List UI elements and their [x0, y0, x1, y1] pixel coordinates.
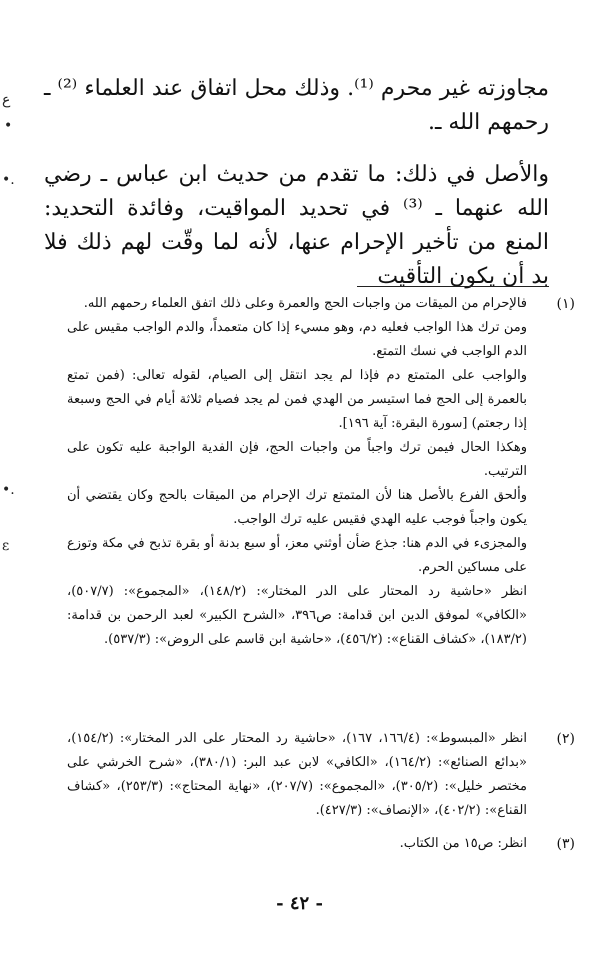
body-paragraph-1: مجاوزته غير محرم ⁽¹⁾. وذلك محل اتفاق عند العلماء ⁽²⁾ ـ رحمهم الله ـ.	[44, 76, 550, 135]
page-number: - ٤٢ -	[276, 893, 323, 914]
footnote-paragraph: فالإحرام من الميقات من واجبات الحج والعمرة وعلى ذلك اتفق العلماء رحمهم الله.	[83, 296, 527, 311]
footnote-3	[67, 832, 575, 856]
footnote-number: (٢)	[556, 731, 575, 747]
footnote-paragraph: وألحق الفرع بالأصل هنا لأن المتمتع ترك الإحرام من الميقات بالحج وكان يقتضي أن يكون واجباً فوجب عليه الهدي فقيس عليه ترك الواجب.	[67, 488, 527, 527]
bleed-mark: ε	[2, 538, 10, 554]
footnote-paragraph: انظر «حاشية رد المحتار على الدر المختار»: (١٤٨/٢)، «المجموع»: (٥٠٧/٧)، «الكافي» لموفق الدين ابن قدامة: ص٣٩٦، «الشرح الكبير» لعبد الرحمن بن قدامة: (١٨٣/٢)، «كشاف القناع»: (٤٥٦/٢)، «حاشية ابن قاسم على الروض»: (٥٣٧/٣).	[67, 584, 528, 647]
footnote-paragraph: وهكذا الحال فيمن ترك واجباً من واجبات الحج، فإن الفدية الواجبة عليه تكون على الترتيب.	[67, 440, 527, 479]
footnote-paragraph: انظر «المبسوط»: (١٦٦/٤، ١٦٧)، «حاشية رد المحتار على الدر المختار»: (١٥٤/٢)، «بدائع الصنائع»: (١٦٤/٢)، «الكافي» لابن عبد البر: (٣٨٠/١)، «شرح الخرشي على مختصر خليل»: (٣٠٥/٢)، «المجموع»: (٢٠٧/٧)، «نهاية المحتاج»: (٢٥٣/٣)، «كشاف القناع»: (٤٠٢/٢)، «الإنصاف»: (٤٢٧/٣).	[67, 731, 528, 818]
body-paragraph-2: والأصل في ذلك: ما تقدم من حديث ابن عباس ـ رضي الله عنهما ـ ⁽³⁾ في تحديد المواقيت، وفائدة التحديد: المنع من تأخير الإحرام عنها، لأنه لما وقّت لهم ذلك فلا بد أن يكون التأقيت	[44, 162, 549, 289]
footnote-separator	[357, 286, 549, 287]
footnote-paragraph: انظر: ص١٥ من الكتاب.	[399, 836, 527, 851]
footnote-1	[67, 292, 575, 652]
bleed-mark: •	[4, 118, 13, 134]
footnote-number: (١)	[556, 296, 575, 312]
footnote-number: (٣)	[556, 836, 575, 852]
footnote-paragraph: والواجب على المتمتع دم فإذا لم يجد انتقل إلى الصيام، لقوله تعالى: (فمن تمتع بالعمرة إلى الحج فما استيسر من الهدي فمن لم يجد فصيام ثلاثة أيام في الحج وسبعة إذا رجعتم) [سورة البقرة: آية ١٩٦].	[67, 368, 527, 431]
bleed-mark: •.	[2, 482, 15, 498]
footnote-2	[67, 727, 575, 823]
footnote-paragraph: والمجزىء في الدم هنا: جذع ضأن أوثني معز، أو سبع بدنة أو بقرة تذبح في مكة وتوزع على مساكين الحرم.	[67, 536, 527, 575]
bleed-mark: •.	[2, 172, 15, 188]
bleed-mark: ع	[2, 92, 11, 108]
footnote-paragraph: ومن ترك هذا الواجب فعليه دم، وهو مسيء إذا كان متعمداً، والدم الواجب مقيس على الدم الواجب في نسك التمتع.	[67, 320, 527, 359]
